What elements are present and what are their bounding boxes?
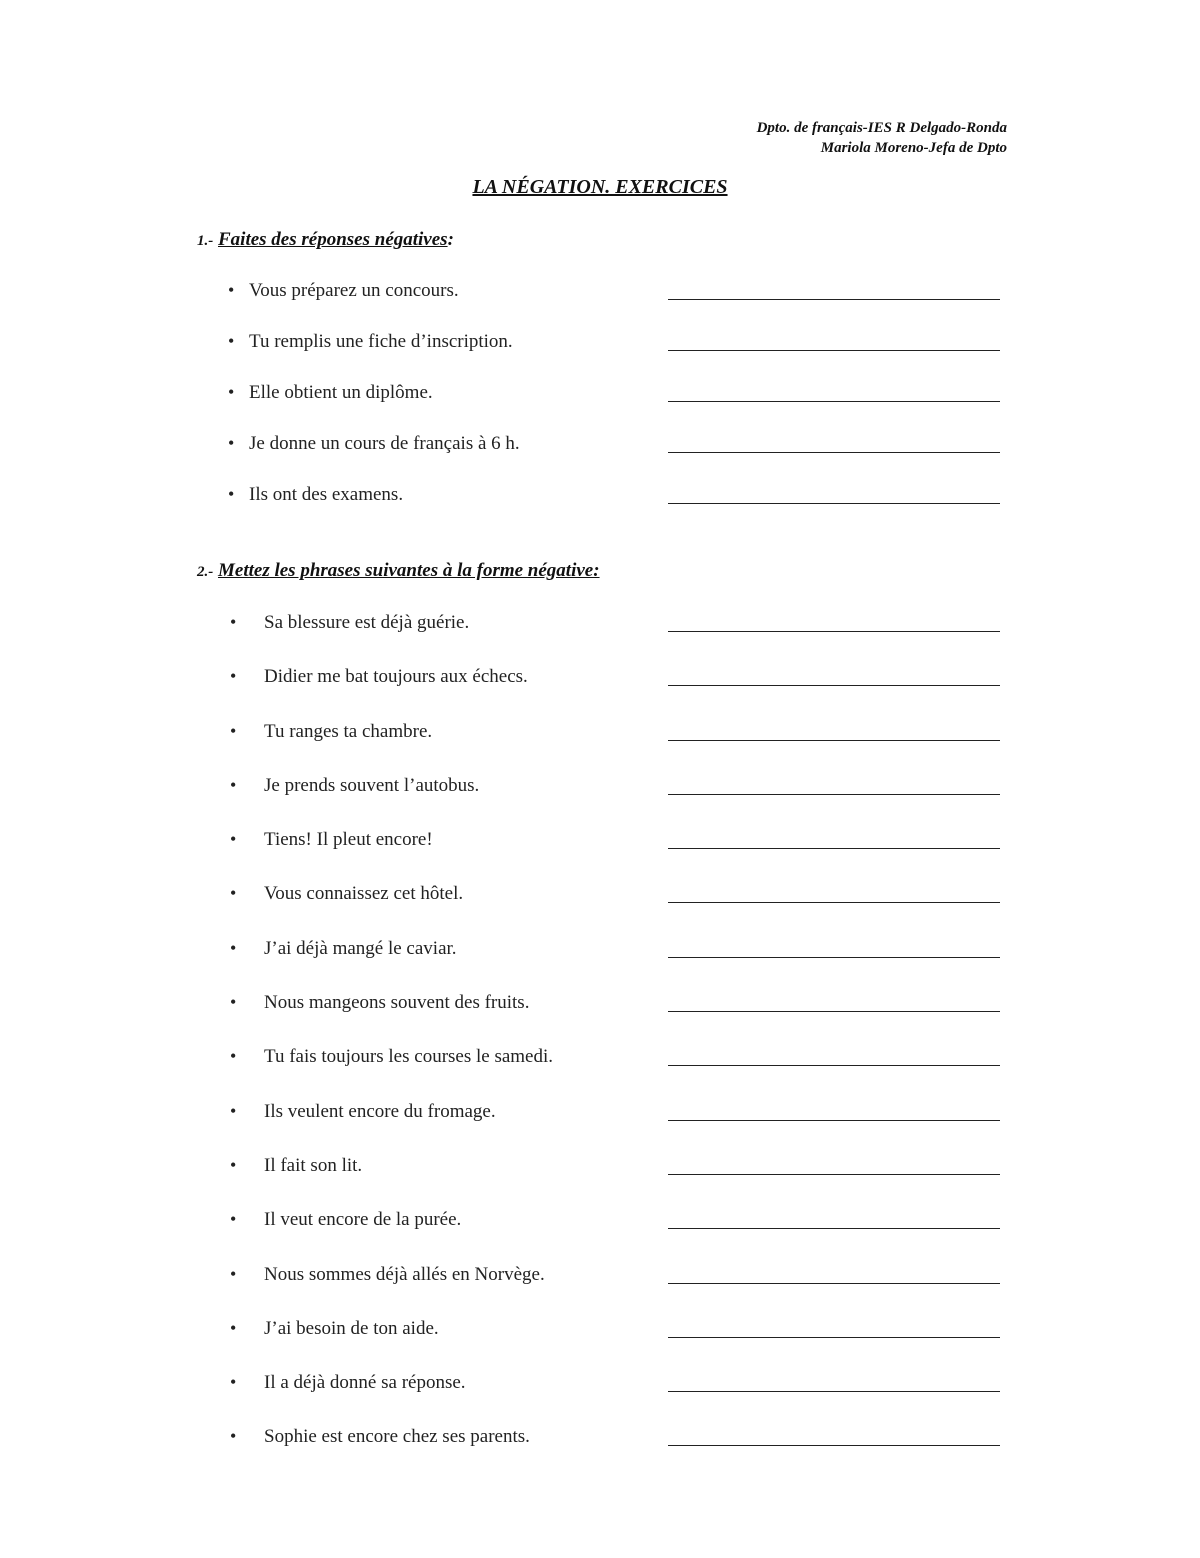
answer-line[interactable]: [668, 1011, 1000, 1012]
bullet-icon: •: [230, 992, 237, 1013]
section-2-title: Mettez les phrases suivantes à la forme négative:: [218, 560, 600, 581]
sentence: Ils veulent encore du fromage.: [264, 1100, 496, 1122]
answer-line[interactable]: [668, 631, 1000, 632]
list-item: [0, 1046, 1200, 1100]
sentence: Ils ont des examens.: [249, 484, 404, 505]
list-item: [0, 612, 1200, 666]
list-item: [0, 829, 1200, 883]
bullet-icon: •: [230, 883, 237, 904]
answer-line[interactable]: [668, 503, 1000, 504]
bullet-icon: •: [230, 1046, 237, 1067]
list-item: [0, 1372, 1200, 1426]
bullet-icon: •: [230, 774, 237, 795]
answer-line[interactable]: [668, 1174, 1000, 1175]
list-item: [0, 1264, 1200, 1318]
answer-line[interactable]: [668, 452, 1000, 453]
list-item: [0, 992, 1200, 1046]
header-department: Dpto. de français-IES R Delgado-Ronda: [756, 120, 1007, 136]
list-item: [0, 484, 1200, 535]
section-1-list: [0, 280, 1200, 535]
answer-line[interactable]: [668, 1120, 1000, 1121]
answer-line[interactable]: [668, 401, 1000, 402]
list-item: [0, 775, 1200, 829]
bullet-icon: •: [230, 720, 237, 741]
bullet-icon: •: [230, 937, 237, 958]
sentence: Sophie est encore chez ses parents.: [264, 1426, 530, 1448]
list-item: [0, 331, 1200, 382]
bullet-icon: •: [228, 280, 235, 300]
sentence: Tu ranges ta chambre.: [264, 720, 433, 742]
sentence: Tiens! Il pleut encore!: [264, 829, 433, 851]
section-1-number: 1.-: [197, 233, 214, 249]
header-author: Mariola Moreno-Jefa de Dpto: [820, 140, 1007, 156]
answer-line[interactable]: [668, 350, 1000, 351]
sentence: Nous sommes déjà allés en Norvège.: [264, 1263, 545, 1285]
list-item: [0, 1318, 1200, 1372]
sentence: Nous mangeons souvent des fruits.: [264, 992, 530, 1014]
list-item: [0, 721, 1200, 775]
bullet-icon: •: [230, 1263, 237, 1284]
answer-line[interactable]: [668, 957, 1000, 958]
list-item: [0, 382, 1200, 433]
page-title: LA NÉGATION. EXERCICES: [472, 176, 728, 198]
sentence: Elle obtient un diplôme.: [249, 382, 433, 403]
sentence: Vous connaissez cet hôtel.: [264, 883, 464, 905]
bullet-icon: •: [230, 1372, 237, 1393]
answer-line[interactable]: [668, 1337, 1000, 1338]
answer-line[interactable]: [668, 685, 1000, 686]
answer-line[interactable]: [668, 794, 1000, 795]
list-item: [0, 280, 1200, 331]
section-2-list: [0, 612, 1200, 1481]
sentence: J’ai besoin de ton aide.: [264, 1317, 439, 1339]
sentence: Sa blessure est déjà guérie.: [264, 612, 470, 633]
document-header: [757, 118, 1007, 158]
section-2-heading: [197, 560, 600, 582]
section-1-heading: 1.- Faites des réponses négatives:: [197, 229, 454, 250]
answer-line[interactable]: [668, 299, 1000, 300]
list-item: [0, 1209, 1200, 1263]
bullet-icon: •: [228, 382, 235, 402]
sentence: Tu fais toujours les courses le samedi.: [264, 1046, 554, 1068]
section-1-title: Faites des réponses négatives: [218, 229, 448, 250]
list-item: [0, 433, 1200, 484]
answer-line[interactable]: [668, 1228, 1000, 1229]
bullet-icon: •: [228, 484, 235, 504]
sentence: Il a déjà donné sa réponse.: [264, 1372, 466, 1394]
bullet-icon: •: [230, 612, 237, 632]
answer-line[interactable]: [668, 1391, 1000, 1392]
answer-line[interactable]: [668, 848, 1000, 849]
answer-line[interactable]: [668, 902, 1000, 903]
section-2-number: 2.-: [197, 564, 214, 580]
answer-line[interactable]: [668, 1445, 1000, 1446]
sentence: J’ai déjà mangé le caviar.: [264, 937, 457, 959]
bullet-icon: •: [230, 666, 237, 687]
list-item: [0, 1155, 1200, 1209]
bullet-icon: •: [230, 1317, 237, 1338]
sentence: Il veut encore de la purée.: [264, 1209, 462, 1231]
bullet-icon: •: [230, 1154, 237, 1175]
sentence: Je prends souvent l’autobus.: [264, 774, 480, 796]
list-item: [0, 1101, 1200, 1155]
answer-line[interactable]: [668, 1283, 1000, 1284]
bullet-icon: •: [230, 1426, 237, 1447]
sentence: Didier me bat toujours aux échecs.: [264, 666, 528, 688]
bullet-icon: •: [228, 331, 235, 351]
list-item: [0, 883, 1200, 937]
bullet-icon: •: [228, 433, 235, 453]
answer-line[interactable]: [668, 1065, 1000, 1066]
bullet-icon: •: [230, 1100, 237, 1121]
sentence: Vous préparez un concours.: [249, 280, 459, 301]
list-item: [0, 666, 1200, 720]
list-item: [0, 1426, 1200, 1480]
list-item: [0, 938, 1200, 992]
sentence: Je donne un cours de français à 6 h.: [249, 433, 520, 454]
sentence: Tu remplis une fiche d’inscription.: [249, 331, 513, 352]
bullet-icon: •: [230, 1209, 237, 1230]
sentence: Il fait son lit.: [264, 1154, 363, 1176]
answer-line[interactable]: [668, 740, 1000, 741]
bullet-icon: •: [230, 829, 237, 850]
